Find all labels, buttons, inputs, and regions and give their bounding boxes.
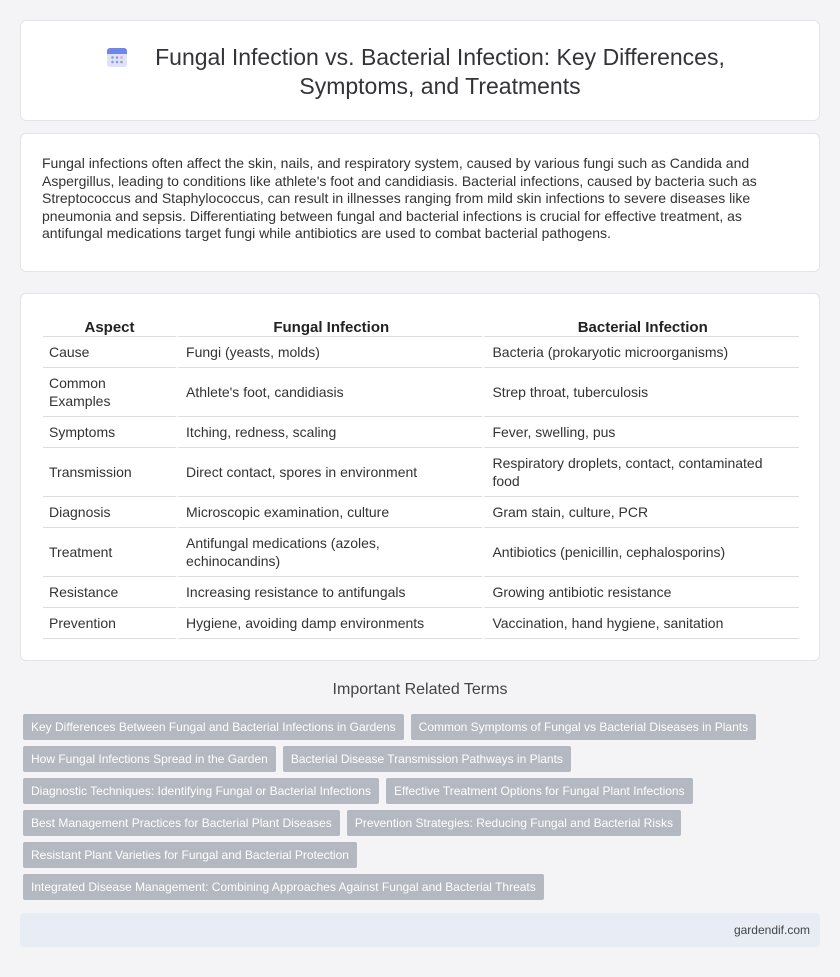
related-term-tag[interactable]: Effective Treatment Options for Fungal Plant Infections <box>386 778 693 804</box>
table-row <box>43 528 799 577</box>
row-fungal: Athlete's foot, candidiasis <box>176 368 482 417</box>
table-row <box>43 337 799 368</box>
column-header-fungal: Fungal Infection <box>176 316 482 337</box>
row-bacterial: Respiratory droplets, contact, contaminated food <box>482 448 799 497</box>
related-term-tag[interactable]: How Fungal Infections Spread in the Garden <box>23 746 276 772</box>
related-term-tag[interactable]: Best Management Practices for Bacterial Plant Diseases <box>23 810 340 836</box>
table-row <box>43 608 799 639</box>
page-title: Fungal Infection vs. Bacterial Infection: Key Differences, Symptoms, and Treatments <box>155 44 725 99</box>
intro-card <box>20 133 820 272</box>
row-bacterial: Growing antibiotic resistance <box>482 577 799 608</box>
related-term-tag[interactable]: Key Differences Between Fungal and Bacterial Infections in Gardens <box>23 714 404 740</box>
related-term-tag[interactable]: Common Symptoms of Fungal vs Bacterial Diseases in Plants <box>411 714 756 740</box>
row-aspect: Transmission <box>43 448 176 497</box>
table-row <box>43 417 799 448</box>
related-term-tag[interactable]: Bacterial Disease Transmission Pathways in Plants <box>283 746 571 772</box>
row-aspect: Diagnosis <box>43 497 176 528</box>
row-fungal: Fungi (yeasts, molds) <box>176 337 482 368</box>
related-terms-heading: Important Related Terms <box>332 681 508 698</box>
row-fungal: Itching, redness, scaling <box>176 417 482 448</box>
row-fungal: Microscopic examination, culture <box>176 497 482 528</box>
table-row <box>43 448 799 497</box>
row-aspect: Common Examples <box>43 368 176 417</box>
row-bacterial: Fever, swelling, pus <box>482 417 799 448</box>
row-bacterial: Vaccination, hand hygiene, sanitation <box>482 608 799 639</box>
comparison-table <box>43 316 799 639</box>
row-aspect: Cause <box>43 337 176 368</box>
header-card <box>20 20 820 121</box>
table-row <box>43 577 799 608</box>
related-term-tag[interactable]: Prevention Strategies: Reducing Fungal and Bacterial Risks <box>347 810 681 836</box>
row-bacterial: Strep throat, tuberculosis <box>482 368 799 417</box>
row-bacterial: Bacteria (prokaryotic microorganisms) <box>482 337 799 368</box>
row-fungal: Hygiene, avoiding damp environments <box>176 608 482 639</box>
row-aspect: Prevention <box>43 608 176 639</box>
comparison-table-card <box>20 293 820 661</box>
row-bacterial: Antibiotics (penicillin, cephalosporins) <box>482 528 799 577</box>
footer <box>20 913 820 947</box>
column-header-bacterial: Bacterial Infection <box>482 316 799 337</box>
column-header-aspect: Aspect <box>43 316 176 337</box>
row-bacterial: Gram stain, culture, PCR <box>482 497 799 528</box>
related-term-tag[interactable]: Integrated Disease Management: Combining Approaches Against Fungal and Bacterial Threats <box>23 874 544 900</box>
related-term-tag[interactable]: Resistant Plant Varieties for Fungal and Bacterial Protection <box>23 842 357 868</box>
table-row <box>43 497 799 528</box>
table-row <box>43 368 799 417</box>
related-terms-list <box>23 714 803 906</box>
row-fungal: Increasing resistance to antifungals <box>176 577 482 608</box>
row-fungal: Direct contact, spores in environment <box>176 448 482 497</box>
row-fungal: Antifungal medications (azoles, echinocandins) <box>176 528 482 577</box>
footer-site-link[interactable]: gardendif.com <box>733 923 810 937</box>
related-term-tag[interactable]: Diagnostic Techniques: Identifying Fungal or Bacterial Infections <box>23 778 379 804</box>
row-aspect: Resistance <box>43 577 176 608</box>
intro-paragraph: Fungal infections often affect the skin, nails, and respiratory system, caused by various fungi such as Candida and Aspergillus, leading to conditions like athlete's foot and candidiasis. Bacterial infections, caused by bacteria such as Streptococcus and Staphylococcus, can result in illnesses ranging from mild skin infections to severe diseases like pneumonia and sepsis. Differentiating between fungal and bacterial infections is crucial for effective treatment, as antifungal medications target fungi while antibiotics are used to combat bacterial pathogens. <box>42 155 757 242</box>
row-aspect: Symptoms <box>43 417 176 448</box>
row-aspect: Treatment <box>43 528 176 577</box>
